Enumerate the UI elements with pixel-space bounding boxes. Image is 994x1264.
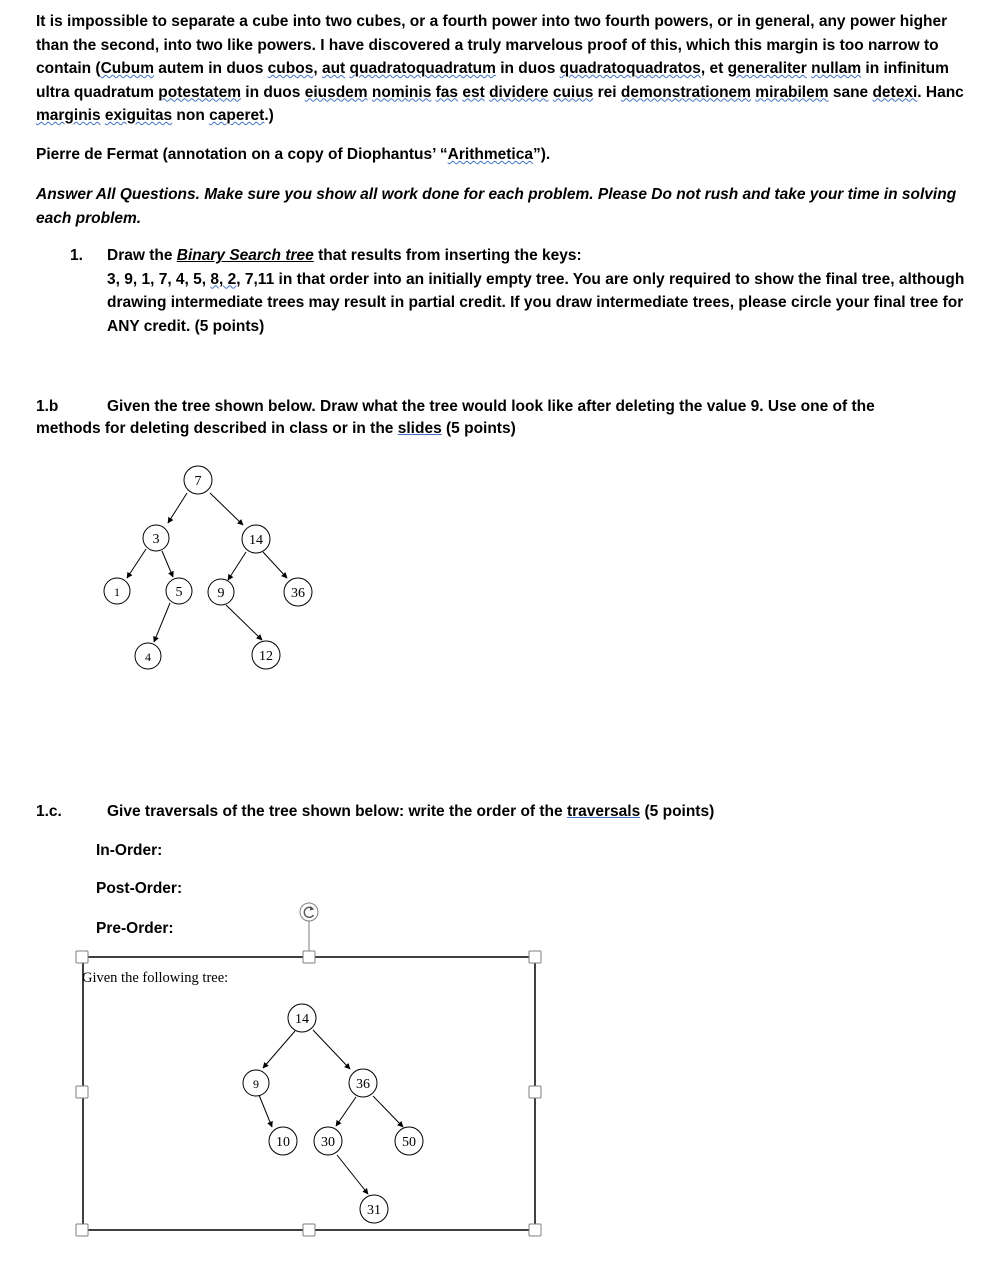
question-1-text: Draw the Binary Search tree that results from inserting the keys: 3, 9, 1, 7, 4, 5, 8, 2, 7,11 in that order into an initially empty tree. You are only required to show the final tree, although drawing intermediate trees may result in partial credit. If you draw intermediate trees, please circle your final tree for ANY credit. (5 points)	[107, 247, 965, 335]
node-7-label: 7	[194, 474, 202, 489]
bst-link: Binary Search tree	[176, 247, 314, 264]
node-30-label: 30	[321, 1135, 335, 1150]
node-36-label: 36	[356, 1077, 370, 1092]
edge-14-36	[313, 1030, 350, 1069]
node-3-label: 3	[152, 532, 160, 547]
edge-14-9	[263, 1031, 295, 1068]
question-number: 1.	[70, 247, 83, 264]
node-36-label: 36	[291, 586, 305, 601]
node-14-label: 14	[249, 533, 263, 548]
inorder-label: In-Order:	[96, 842, 163, 859]
tree-caption: Given the following tree:	[82, 970, 229, 986]
question-label: 1.b	[36, 398, 59, 415]
resize-handle-bottom-left[interactable]	[76, 1224, 88, 1236]
resize-handle-top-center[interactable]	[303, 951, 315, 963]
node-14-label: 14	[295, 1012, 309, 1027]
question-1c-text: Give traversals of the tree shown below: write the order of the traversals (5 points)	[107, 803, 715, 820]
node-9-label: 9	[253, 1077, 259, 1091]
node-12-label: 12	[259, 649, 273, 664]
resize-handle-bottom-right[interactable]	[529, 1224, 541, 1236]
question-1b-line2: methods for deleting described in class or in the slides (5 points)	[36, 420, 516, 437]
question-1b-line1: Given the tree shown below. Draw what the tree would look like after deleting the value 9. Use one of the	[107, 398, 875, 415]
node-4-label: 4	[145, 650, 151, 664]
instructions: Answer All Questions. Make sure you show all work done for each problem. Please Do not rush and take your time in solving each problem.	[36, 186, 957, 227]
edge-36-30	[336, 1097, 356, 1126]
preorder-label: Pre-Order:	[96, 920, 174, 937]
node-1-label: 1	[114, 585, 120, 599]
node-50-label: 50	[402, 1135, 416, 1150]
resize-handle-top-left[interactable]	[76, 951, 88, 963]
edge-30-31	[337, 1155, 368, 1194]
fermat-quote: It is impossible to separate a cube into two cubes, or a fourth power into two fourth powers, or in general, any power higher than the second, into two like powers. I have discovered a truly marvelous proof of this, which this margin is too narrow to contain (Cubum autem in duos cubos, aut quadratoquadratum in duos quadratoquadratos, et generaliter nullam in infinitum ultra quadratum potestatem in duos eiusdem nominis fas est dividere cuius rei demonstrationem mirabilem sane detexi. Hanc marginis exiguitas non caperet.)	[36, 13, 964, 124]
postorder-label: Post-Order:	[96, 880, 183, 897]
node-10-label: 10	[276, 1135, 290, 1150]
resize-handle-middle-left[interactable]	[76, 1086, 88, 1098]
rotate-icon	[300, 903, 318, 921]
edge-9-10	[259, 1095, 272, 1127]
node-5-label: 5	[175, 585, 183, 600]
question-label: 1.c.	[36, 803, 62, 820]
attribution: Pierre de Fermat (annotation on a copy of Diophantus’ “Arithmetica”).	[36, 146, 551, 163]
rotate-handle[interactable]	[300, 903, 318, 921]
node-31-label: 31	[367, 1203, 381, 1218]
resize-handle-bottom-center[interactable]	[303, 1224, 315, 1236]
image-selection-border	[83, 957, 535, 1230]
resize-handle-top-right[interactable]	[529, 951, 541, 963]
edge-36-50	[373, 1096, 403, 1127]
node-9-label: 9	[217, 586, 225, 601]
resize-handle-middle-right[interactable]	[529, 1086, 541, 1098]
